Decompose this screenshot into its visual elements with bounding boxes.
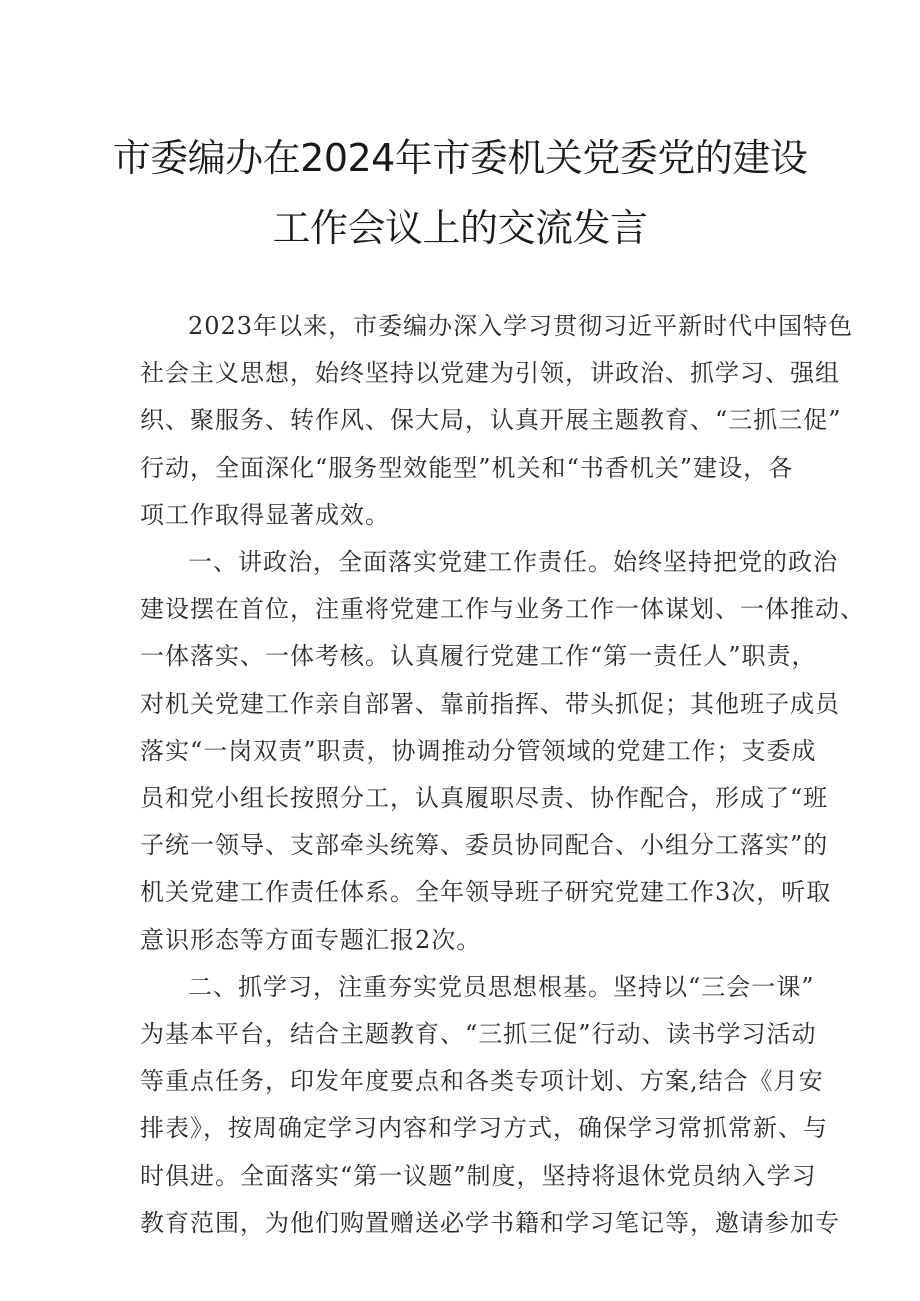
body-text-line: 一、讲政治，全面落实党建工作责任。始终坚持把党的政治	[188, 548, 838, 576]
body-text-line: 子统一领导、支部牵头统筹、委员协同配合、小组分工落实”的	[140, 831, 829, 860]
body-text-line: 排表》，按周确定学习内容和学习方式，确保学习常抓常新、与	[140, 1114, 828, 1143]
body-text-line: 为基本平台，结合主题教育、“三抓三促”行动、读书学习活动	[140, 1020, 817, 1048]
body-text-line: 2023年以来，市委编办深入学习贯彻习近平新时代中国特色	[188, 312, 854, 340]
body-text-line: 意识形态等方面专题汇报2次。	[140, 925, 482, 954]
body-text-line: 落实“一岗双责”职责，协调推动分管领域的党建工作；支委成	[140, 736, 817, 765]
body-text-line: 社会主义思想，始终坚持以党建为引领，讲政治、抓学习、强组	[140, 359, 840, 388]
body-text-line: 织、聚服务、转作风、保大局，认真开展主题教育、“三抓三促”	[140, 406, 842, 435]
document-title-line-1: 市委编办在2024年市委机关党委党的建设	[112, 136, 808, 180]
body-text-line: 项工作取得显著成效。	[140, 500, 390, 529]
body-text-line: 二、抓学习，注重夯实党员思想根基。坚持以“三会一课”	[188, 972, 815, 1001]
body-text-line: 对机关党建工作亲自部署、靠前指挥、带头抓促；其他班子成员	[140, 689, 840, 718]
document-title-line-2: 工作会议上的交流发言	[272, 206, 648, 250]
body-text-line: 机关党建工作责任体系。全年领导班子研究党建工作3次，听取	[140, 878, 832, 907]
body-text-line: 教育范围，为他们购置赠送必学书籍和学习笔记等，邀请参加专	[140, 1208, 840, 1237]
body-text-line: 一体落实、一体考核。认真履行党建工作“第一责任人”职责，	[140, 642, 817, 671]
body-text-line: 时俱进。全面落实“第一议题”制度，坚持将退休党员纳入学习	[140, 1161, 817, 1190]
body-text-line: 行动，全面深化“服务型效能型”机关和“书香机关”建设，各	[140, 453, 794, 482]
body-text-line: 员和党小组长按照分工，认真履职尽责、协作配合，形成了“班	[140, 784, 829, 812]
body-text-line: 建设摆在首位，注重将党建工作与业务工作一体谋划、一体推动、	[140, 595, 865, 624]
body-text-line: 等重点任务，印发年度要点和各类专项计划、方案,结合《月安	[140, 1067, 824, 1096]
